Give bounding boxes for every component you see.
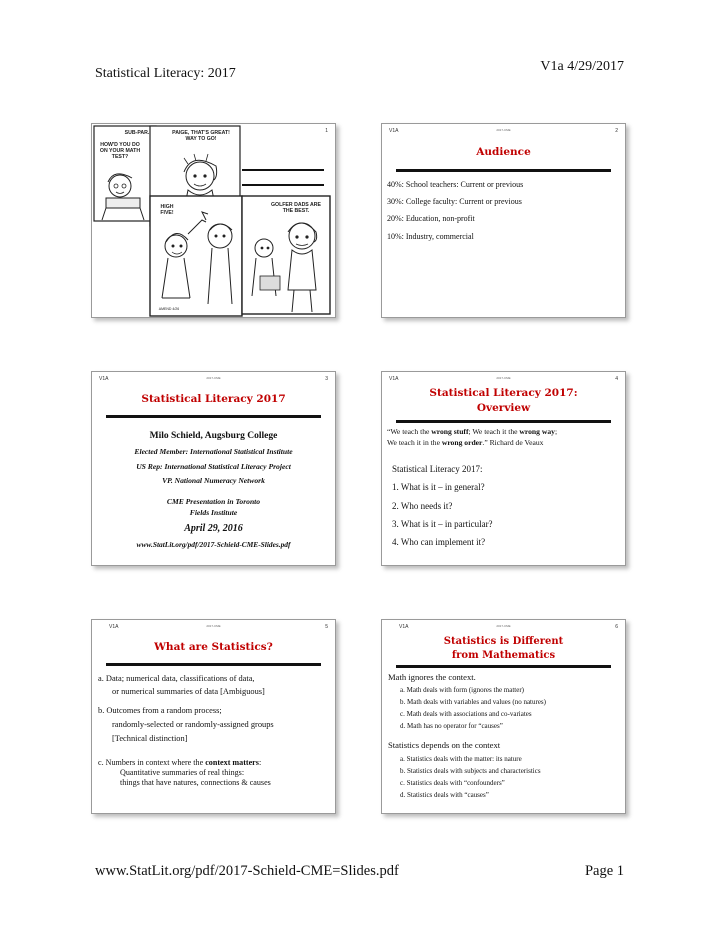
author-role: Elected Member: International Statistical Institute — [134, 447, 293, 456]
quote-text: ; We teach it the — [468, 427, 520, 436]
slide-2 — [381, 123, 626, 318]
slide-version-label: V1A — [109, 624, 119, 630]
quote-emphasis: wrong order — [441, 438, 483, 447]
slide-title-line-1: Statistical Literacy 2017: — [429, 387, 578, 399]
title-divider — [106, 415, 321, 418]
definition-b: randomly-selected or randomly-assigned groups — [112, 720, 274, 729]
author-name: Milo Schield, Augsburg College — [149, 431, 278, 441]
page-number: Page 1 — [584, 863, 624, 879]
cartoon-bubble-golfer-dads: GOLFER DADS ARE THE BEST. — [271, 202, 321, 214]
math-item: b. Math deals with variables and values (no natures) — [400, 698, 546, 706]
slide-title: Audience — [476, 146, 531, 158]
math-item: d. Math has no operator for “causes” — [400, 722, 503, 730]
definition-c: things that have natures, connections & causes — [120, 778, 271, 787]
overview-item: 4. Who can implement it? — [392, 537, 486, 547]
author-role: US Rep: International Statistical Literacy Project — [136, 462, 291, 471]
overview-item: 3. What is it – in particular? — [392, 519, 493, 529]
slide-number: 6 — [615, 624, 618, 630]
slide-title-line-2: from Mathematics — [451, 650, 556, 661]
event-date: April 29, 2016 — [184, 523, 243, 534]
statistics-item: b. Statistics deals with subjects and characteristics — [400, 767, 541, 775]
slide-number: 1 — [325, 128, 328, 134]
statistics-heading: Statistics depends on the context — [388, 740, 501, 750]
slide-version-label: V1A — [99, 376, 109, 382]
event-name: CME Presentation in Toronto — [166, 497, 261, 506]
title-divider — [106, 663, 321, 666]
math-item: c. Math deals with associations and co-variates — [400, 710, 532, 718]
definition-b: b. Outcomes from a random process; — [98, 706, 222, 715]
quote-line-2 — [387, 438, 543, 448]
cartoon-bubble-subpar: SUB-PAR. — [124, 130, 150, 136]
slide-event-label: 2017-CME — [206, 376, 221, 380]
slide-4 — [381, 371, 626, 566]
audience-item: 20%: Education, non-profit — [387, 214, 475, 223]
slide-title: Statistical Literacy 2017 — [141, 393, 286, 405]
definition-a: or numerical summaries of data [Ambiguous] — [112, 687, 265, 696]
title-divider — [396, 665, 611, 668]
audience-item: 30%: College faculty: Current or previous — [387, 197, 522, 206]
slide-event-label: 2017-CME — [496, 128, 511, 132]
slide-number: 3 — [325, 376, 328, 382]
slide-title-line-1: Statistics is Different — [443, 636, 564, 647]
document-footer-url: www.StatLit.org/pdf/2017-Schield-CME=Slides.pdf — [95, 863, 399, 879]
audience-item: 10%: Industry, commercial — [387, 232, 474, 241]
slide-event-label: 2017-CME — [496, 376, 511, 380]
slide-1 — [91, 123, 336, 318]
definition-a: a. Data; numerical data, classifications of data, — [98, 674, 255, 683]
title-divider — [396, 420, 611, 423]
definition-b: [Technical distinction] — [112, 734, 188, 743]
slide-version-label: V1A — [399, 624, 409, 630]
cartoon-bubble-high-five: HIGH FIVE! — [160, 204, 174, 216]
quote-text: “We teach the — [387, 427, 432, 436]
slide-number: 2 — [615, 128, 618, 134]
quote-line-1 — [387, 427, 557, 437]
slide-number: 5 — [325, 624, 328, 630]
cartoon-bubble-math-test: HOW'D YOU DO ON YOUR MATH TEST? — [99, 142, 141, 160]
quote-emphasis: wrong way — [519, 427, 555, 436]
author-role: VP. National Numeracy Network — [162, 476, 265, 485]
slide-event-label: 2017-CME — [496, 624, 511, 628]
slide-number: 4 — [615, 376, 618, 382]
quote-text: .” Richard de Veaux — [482, 438, 544, 447]
slide-5 — [91, 619, 336, 814]
cartoon-bubble-great: PAIGE, THAT'S GREAT! WAY TO GO! — [172, 130, 230, 142]
slides-url: www.StatLit.org/pdf/2017-Schield-CME-Slides.pdf — [136, 540, 291, 549]
slide-version-label: V1A — [389, 376, 399, 382]
quote-text: We teach it in the — [387, 438, 442, 447]
document-header-version: V1a 4/29/2017 — [540, 59, 624, 74]
document-header-title: Statistical Literacy: 2017 — [95, 66, 236, 81]
overview-subhead: Statistical Literacy 2017: — [392, 464, 483, 474]
slide-title: What are Statistics? — [154, 641, 273, 653]
math-heading: Math ignores the context. — [388, 672, 476, 682]
math-item: a. Math deals with form (ignores the matter) — [400, 686, 525, 694]
overview-item: 2. Who needs it? — [392, 501, 453, 511]
statistics-item: c. Statistics deals with “confounders” — [400, 779, 505, 787]
statistics-item: a. Statistics deals with the matter: its nature — [400, 755, 522, 763]
title-divider — [396, 169, 611, 172]
slide-version-label: V1A — [389, 128, 399, 134]
definition-text: : — [258, 758, 262, 767]
definition-c: Quantitative summaries of real things: — [120, 768, 245, 777]
slide-event-label: 2017-CME — [206, 624, 221, 628]
audience-item: 40%: School teachers: Current or previous — [387, 180, 524, 189]
quote-text: ; — [554, 427, 558, 436]
overview-item: 1. What is it – in general? — [392, 482, 485, 492]
definition-emphasis: context matters — [205, 758, 259, 767]
statistics-item: d. Statistics deals with “causes” — [400, 791, 489, 799]
slide-title-line-2: Overview — [476, 402, 531, 414]
definition-text: c. Numbers in context where the — [98, 758, 206, 767]
slide-6 — [381, 619, 626, 814]
cartoon-signature: AMEND 4/26 — [158, 307, 180, 311]
event-venue: Fields Institute — [189, 508, 238, 517]
definition-c — [98, 758, 261, 768]
slide-3 — [91, 371, 336, 566]
quote-emphasis: wrong stuff — [431, 427, 469, 436]
